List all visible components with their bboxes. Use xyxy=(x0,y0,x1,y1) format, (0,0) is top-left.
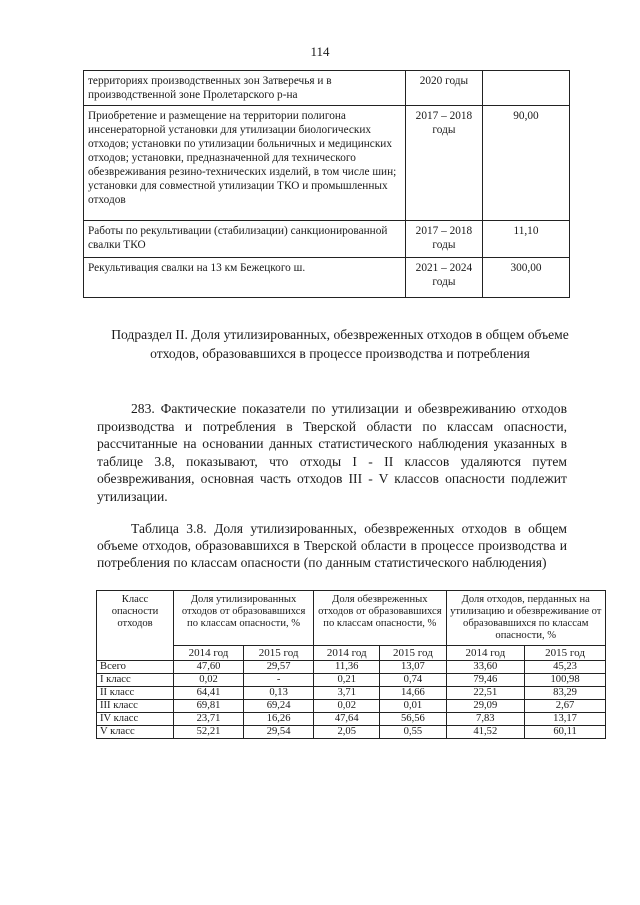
measure-description: Работы по рекультивации (стабилизации) санкционированной свалки ТКО xyxy=(84,221,406,258)
cell-value: 0,02 xyxy=(174,674,244,687)
cell-value: 33,60 xyxy=(446,661,525,674)
cell-value: 45,23 xyxy=(525,661,606,674)
header-year: 2015 год xyxy=(380,646,446,661)
table-row xyxy=(84,106,570,221)
row-label: III класс xyxy=(97,700,174,713)
header-transferred-share: Доля отходов, перданных на утилизацию и обезвреживание от образовавшихся по классам опасности, % xyxy=(446,591,605,646)
table-row xyxy=(84,71,570,106)
cell-value: 29,54 xyxy=(244,726,314,739)
cell-value: 60,11 xyxy=(525,726,606,739)
subsection-heading: Подраздел II. Доля утилизированных, обезвреженных отходов в общем объеме отходов, образовавшихся в процессе производства и потребления xyxy=(111,327,569,361)
measure-amount: 11,10 xyxy=(482,221,569,258)
row-label: V класс xyxy=(97,726,174,739)
header-neutralized-share: Доля обезвреженных отходов от образовавшихся по классам опасности, % xyxy=(314,591,446,646)
cell-value: 79,46 xyxy=(446,674,525,687)
table-row xyxy=(84,258,570,298)
header-hazard-class: Класс опасности отходов xyxy=(97,591,174,661)
cell-value: 52,21 xyxy=(174,726,244,739)
cell-value: 3,71 xyxy=(314,687,380,700)
measure-description: Рекультивация свалки на 13 км Бежецкого ш. xyxy=(84,258,406,298)
cell-value: 7,83 xyxy=(446,713,525,726)
cell-value: 29,57 xyxy=(244,661,314,674)
cell-value: 0,21 xyxy=(314,674,380,687)
row-label: IV класс xyxy=(97,713,174,726)
cell-value: 100,98 xyxy=(525,674,606,687)
header-year: 2014 год xyxy=(446,646,525,661)
cell-value: 14,66 xyxy=(380,687,446,700)
paragraph-283: 283. Фактические показатели по утилизации и обезвреживанию отходов производства и потребления в Тверской области по классам опасности, рассчитанные на основании данных статистического наблюдения указанных в таблице 3.8, показывают, что отходы I - II классов удаляются путем обезвреживания, основная часть отходов III - V классов опасности подлежит утилизации. xyxy=(97,401,567,504)
cell-value: 0,55 xyxy=(380,726,446,739)
header-year: 2015 год xyxy=(244,646,314,661)
cell-value: 69,24 xyxy=(244,700,314,713)
waste-share-table xyxy=(96,590,606,739)
table-row xyxy=(97,726,606,739)
measure-period: 2020 годы xyxy=(405,71,482,106)
row-label: I класс xyxy=(97,674,174,687)
header-year: 2014 год xyxy=(174,646,244,661)
cell-value: 2,05 xyxy=(314,726,380,739)
cell-value: 69,81 xyxy=(174,700,244,713)
header-year: 2015 год xyxy=(525,646,606,661)
table-row xyxy=(97,661,606,674)
cell-value: 56,56 xyxy=(380,713,446,726)
table-row xyxy=(84,221,570,258)
measure-amount: 300,00 xyxy=(482,258,569,298)
cell-value: 0,01 xyxy=(380,700,446,713)
cell-value: 2,67 xyxy=(525,700,606,713)
cell-value: 41,52 xyxy=(446,726,525,739)
cell-value: 0,74 xyxy=(380,674,446,687)
cell-value: 0,02 xyxy=(314,700,380,713)
cell-value: 11,36 xyxy=(314,661,380,674)
cell-value: - xyxy=(244,674,314,687)
cell-value: 22,51 xyxy=(446,687,525,700)
cell-value: 29,09 xyxy=(446,700,525,713)
table-row xyxy=(97,674,606,687)
measure-amount xyxy=(482,71,569,106)
cell-value: 13,17 xyxy=(525,713,606,726)
header-year: 2014 год xyxy=(314,646,380,661)
cell-value: 0,13 xyxy=(244,687,314,700)
measure-period: 2021 – 2024 годы xyxy=(405,258,482,298)
cell-value: 47,60 xyxy=(174,661,244,674)
measure-description: территориях производственных зон Затверечья и в производственной зоне Пролетарского р-на xyxy=(84,71,406,106)
table-row xyxy=(97,687,606,700)
row-label: Всего xyxy=(97,661,174,674)
row-label: II класс xyxy=(97,687,174,700)
measures-table xyxy=(83,70,570,298)
cell-value: 13,07 xyxy=(380,661,446,674)
table-header-row xyxy=(97,591,606,646)
cell-value: 23,71 xyxy=(174,713,244,726)
measure-period: 2017 – 2018 годы xyxy=(405,221,482,258)
cell-value: 47,64 xyxy=(314,713,380,726)
table-header-years xyxy=(97,646,606,661)
table-row xyxy=(97,700,606,713)
measure-amount: 90,00 xyxy=(482,106,569,221)
measure-period: 2017 – 2018 годы xyxy=(405,106,482,221)
table-row xyxy=(97,713,606,726)
header-utilized-share: Доля утилизированных отходов от образовавшихся по классам опасности, % xyxy=(174,591,314,646)
cell-value: 83,29 xyxy=(525,687,606,700)
table-caption: Таблица 3.8. Доля утилизированных, обезвреженных отходов в общем объеме отходов, образовавшихся в Тверской области в процессе производства и потребления по классам опасности (по данным статистического наблюдения) xyxy=(97,521,567,570)
page-number: 114 xyxy=(310,44,330,59)
measure-description: Приобретение и размещение на территории полигона инсенераторной установки для утилизации биологических отходов; установки по утилизации больничных и медицинских отходов; установки, предназначенной для технического обезвреживания резино-технических изделий, в том числе шин; установки для совместной утилизации ТКО и промышленных отходов xyxy=(84,106,406,221)
cell-value: 64,41 xyxy=(174,687,244,700)
cell-value: 16,26 xyxy=(244,713,314,726)
